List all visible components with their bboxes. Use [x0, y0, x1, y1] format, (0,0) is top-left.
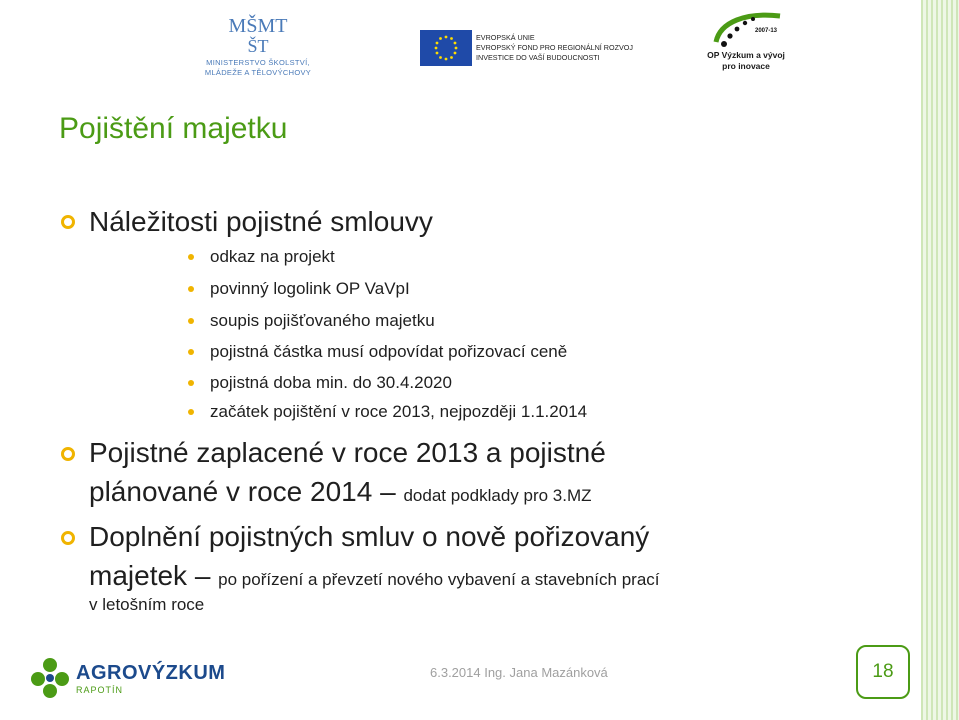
eu-line-2: EVROPSKÝ FOND PRO REGIONÁLNÍ ROZVOJ	[476, 43, 633, 52]
eu-line-3: INVESTICE DO VAŠÍ BUDOUCNOSTI	[476, 53, 600, 62]
dot-bullet-icon	[188, 254, 194, 260]
svg-text:MŠMT: MŠMT	[228, 15, 288, 37]
dot-bullet-icon	[188, 409, 194, 415]
op-line2: pro inovace	[722, 61, 770, 71]
footer-date-author: 6.3.2014 Ing. Jana Mazánková	[430, 665, 608, 680]
dot-bullet-icon	[188, 380, 194, 386]
msmt-line2: MLÁDEŽE A TĚLOVÝCHOVY	[204, 68, 312, 77]
page-number: 18	[856, 645, 910, 699]
slide-title: Pojištění majetku	[59, 112, 288, 145]
ring-bullet-icon	[60, 446, 76, 462]
dot-bullet-icon	[188, 318, 194, 324]
paragraph-1-line1: Pojistné zaplacené v roce 2013 a pojistné	[89, 437, 606, 468]
dot-bullet-icon	[188, 286, 194, 292]
eu-logo	[420, 30, 633, 66]
agrovyzkum-mark-icon	[28, 655, 72, 699]
decorative-stripes	[921, 0, 959, 720]
paragraph-1-line2: plánované v roce 2014 – dodat podklady pro 3.MZ	[89, 476, 592, 507]
paragraph-2-line1: Doplnění pojistných smluv o nově pořizovaný	[89, 521, 650, 552]
eu-line-1: EVROPSKÁ UNIE	[476, 33, 535, 42]
ring-bullet-icon	[60, 214, 76, 230]
brand-subtitle: RAPOTÍN	[76, 685, 124, 695]
paragraph-2-line2: majetek – po pořízení a převzetí nového vybavení a stavebních prací	[89, 560, 660, 591]
paragraph-2-line3: v letošním roce	[89, 595, 205, 614]
agrovyzkum-logo	[28, 652, 226, 702]
msmt-logo	[196, 12, 320, 76]
eu-flag-icon	[420, 30, 472, 66]
msmt-line1: MINISTERSTVO ŠKOLSTVÍ,	[206, 58, 310, 67]
op-swoosh-icon	[706, 8, 790, 50]
op-line1: OP Výzkum a vývoj	[707, 50, 785, 60]
brand-name: AGROVÝZKUM	[76, 662, 226, 684]
dot-bullet-icon	[188, 349, 194, 355]
op-vavpi-logo	[700, 8, 792, 70]
svg-text:ŠT: ŠT	[247, 36, 269, 54]
bullet-text: Náležitosti pojistné smlouvy	[89, 206, 433, 237]
svg-text:2007-13: 2007-13	[754, 28, 778, 34]
msmt-mark-icon	[228, 12, 288, 54]
ring-bullet-icon	[60, 530, 76, 546]
